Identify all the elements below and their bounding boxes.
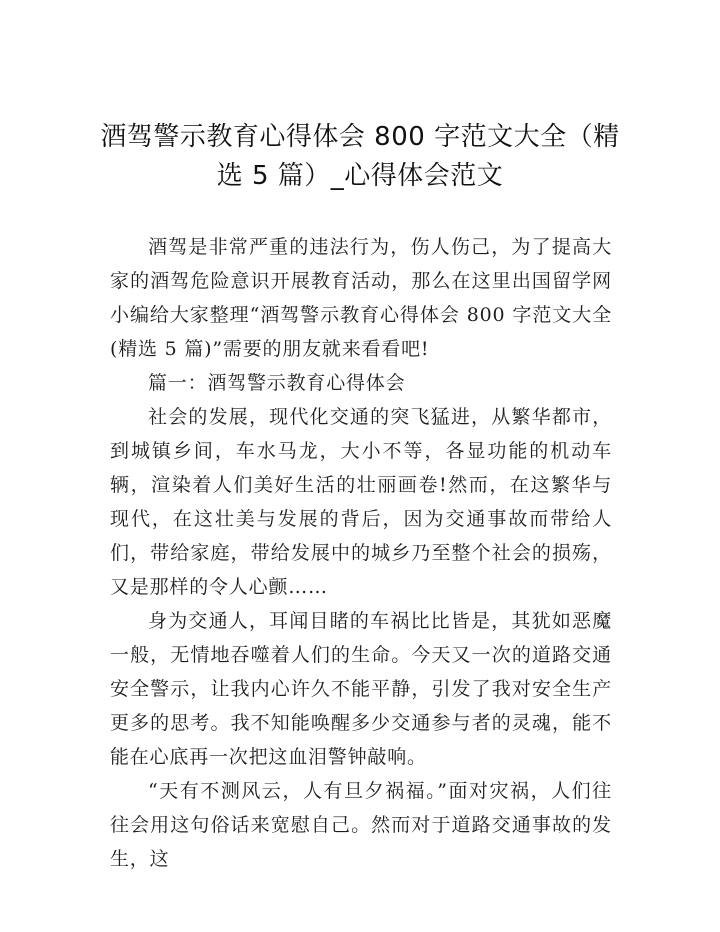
document-title: 酒驾警示教育心得体会 800 字范文大全（精选 5 篇）_心得体会范文 — [100, 122, 620, 191]
document-body — [110, 230, 612, 876]
paragraph: 社会的发展，现代化交通的突飞猛进，从繁华都市，到城镇乡间，车水马龙，大小不等，各显功能的机动车辆，渲染着人们美好生活的壮丽画卷!然而，在这繁华与现代，在这壮美与发展的背后，因为交通事故而带给人们，带给家庭，带给发展中的城乡乃至整个社会的损殇，又是那样的令人心颤…… — [110, 406, 612, 598]
paragraph-intro: 酒驾是非常严重的违法行为，伤人伤己，为了提高大家的酒驾危险意识开展教育活动，那么在这里出国留学网小编给大家整理“酒驾警示教育心得体会 800 字范文大全(精选 5 篇)”需要的朋友就来看看吧! — [110, 236, 612, 360]
paragraph: 身为交通人，耳闻目睹的车祸比比皆是，其犹如恶魔一般，无情地吞噬着人们的生命。今天又一次的道路交通安全警示，让我内心许久不能平静，引发了我对安全生产更多的思考。我不知能唤醒多少交通参与者的灵魂，能不能在心底再一次把这血泪警钟敲响。 — [110, 610, 612, 768]
section-heading: 篇一：酒驾警示教育心得体会 — [148, 372, 406, 394]
paragraph: “天有不测风云，人有旦夕祸福。”面对灾祸，人们往往会用这句俗话来宽慰自己。然而对于道路交通事故的发生，这 — [110, 780, 612, 870]
